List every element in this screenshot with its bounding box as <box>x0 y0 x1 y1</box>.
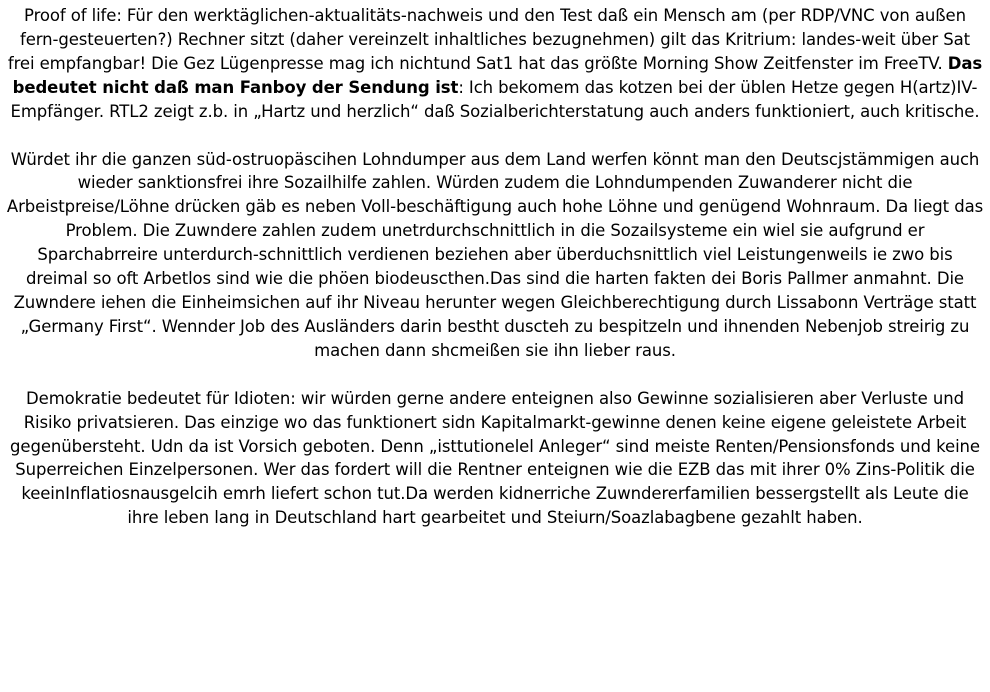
paragraph-1-text-b: : Ich bekomem das kotzen bei der üblen Hetze gegen H(artz)IV-Empfänger. RTL2 zeigt z.b. in „Hartz und herzlich“ daß Sozialberichterstatung auch anders funktioniert, auch kritische. <box>10 77 980 121</box>
paragraph-1-bold-text: Das bedeutet nicht daß man Fanboy der Sendung ist <box>12 53 983 97</box>
paragraph-1-text-a: Proof of life: Für den werktäglichen-aktualitäts-nachweis und den Test daß ein Mensch am (per RDP/VNC von außen fern-gesteuerten?) Rechner sitzt (daher vereinzelt inhaltliches bezugnehmen) gilt das Kritrium: landes-weit über Sat frei empfangbar! Die Gez Lügenpresse mag ich nichtund Sat1 hat das größte Morning Show Zeitfenster im FreeTV. <box>7 6 970 73</box>
paragraph-lohndumper: Würdet ihr die ganzen süd-ostruopäscihen Lohndumper aus dem Land werfen könnt man den Deutscjstämmigen auch wieder sanktionsfrei ihre Sozailhilfe zahlen. Würden zudem die Lohndumpenden Zuwanderer nicht die Arbeistpreise/Löhne drücken gäb es neben Voll-beschäftigung auch hohe Löhne und genügend Wohnraum. Da liegt das Problem. Die Zuwndere zahlen zudem unetrdurchschnittlich in die Sozailsysteme ein wiel sie aufgrund er Sparchabrreire unterdurch-schnittlich verdienen beziehen aber überduchsnittlich viel Leistungenweils ie zwo bis dreimal so oft Arbetlos sind wie die phöen biodeuscthen.Das sind die harten fakten dei Boris Pallmer anmahnt. Die Zuwndere iehen die Einheimsichen auf ihr Niveau herunter wegen Gleichberechtigung durch Lissabonn Verträge statt „Germany First“. Wennder Job des Ausländers darin bestht duscteh zu bespitzeln und ihnenden Nebenjob streirig zu machen dann shcmeißen sie ihn lieber raus. <box>6 149 984 360</box>
paragraph-demokratie: Demokratie bedeutet für Idioten: wir würden gerne andere enteignen also Gewinne sozialisieren aber Verluste und Risiko privatsieren. Das einzige wo das funktionert sidn Kapitalmarkt-gewinne denen keine eigene geleistete Arbeit gegenübersteht. Udn da ist Vorsich geboten. Denn „isttutionelel Anleger“ sind meiste Renten/Pensionsfonds und keine Superreichen Einzelpersonen. Wer das fordert will die Rentner enteignen wie die EZB das mit ihrer 0% Zins-Politik die keeinInflatiosnausgelcih emrh liefert schon tut.Da werden kidnerriche Zuwndererfamilien bessergstellt als Leute die ihre leben lang in Deutschland hart gearbeitet und Steiurn/Soazlabagbene gezahlt haben. <box>10 388 980 528</box>
paragraph-proof-of-life <box>6 4 984 124</box>
paragraph-spacer <box>6 124 984 148</box>
paragraph-spacer <box>6 363 984 387</box>
